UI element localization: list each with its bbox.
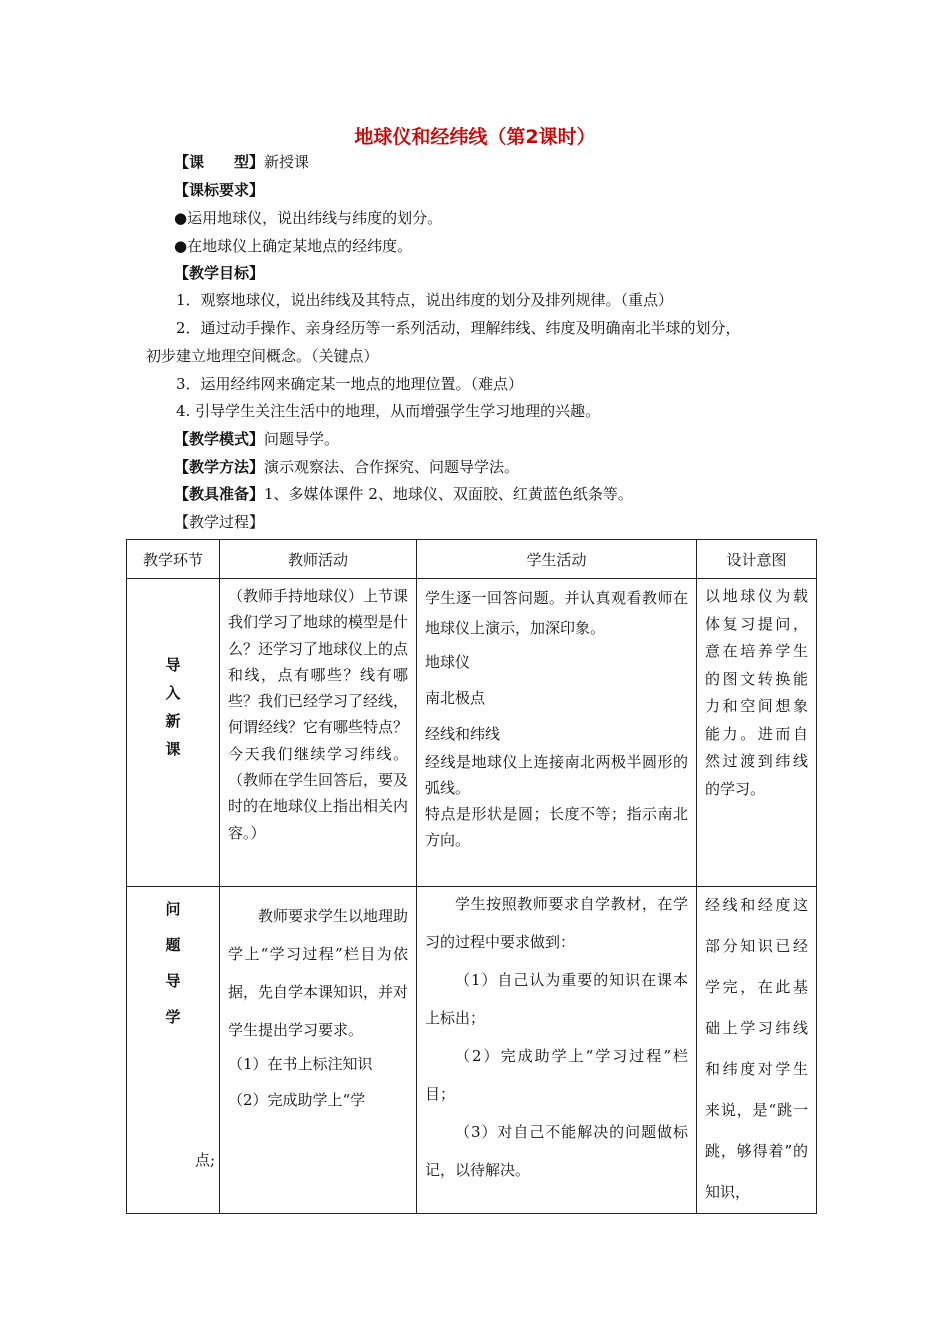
stage-char: 新 <box>165 712 181 730</box>
prep-line <box>174 484 633 504</box>
student-paragraph: 学生按照教师要求自学教材，在学习的过程中要求做到： <box>425 895 688 951</box>
student-paragraph: 地球仪 <box>425 653 471 671</box>
goal-item: 1．观察地球仪，说出纬线及其特点，说出纬度的划分及排列规律。（重点） <box>176 291 674 309</box>
stage-char: 题 <box>165 936 181 954</box>
student-text <box>417 887 696 1189</box>
prep-label: 【教具准备】 <box>174 485 265 503</box>
teacher-paragraph: （1）在书上标注知识 <box>228 1055 373 1073</box>
prep-value: 1、多媒体课件 2、地球仪、双面胶、红黄蓝色纸条等。 <box>264 485 633 503</box>
mode-label: 【教学模式】 <box>174 430 265 448</box>
method-value: 演示观察法、合作探究、问题导学法。 <box>264 458 520 476</box>
student-paragraph: 学生逐一回答问题。并认真观看教师在地球仪上演示，加深印象。 <box>425 589 688 637</box>
stage-cell <box>127 887 220 1214</box>
process-table <box>126 539 817 1214</box>
stage-char: 问 <box>165 900 181 918</box>
student-paragraph: （2）完成助学上“学习过程”栏目； <box>425 1047 688 1103</box>
teacher-text: （教师手持地球仪）上节课我们学习了地球的模型是什么？还学习了地球仪上的点和线，点有哪些？线有哪些？我们已经学习了经线，何谓经线？它有哪些特点？今天我们继续学习纬线。（教师在学生回答后，要及时的在地球仪上指出相关内容。） <box>228 587 409 842</box>
goal-item: 初步建立地理空间概念。（关键点） <box>146 347 379 365</box>
teacher-cell <box>220 579 417 887</box>
design-cell <box>697 887 817 1214</box>
stage-char: 导 <box>165 972 181 990</box>
goals-label: 【教学目标】 <box>174 264 265 282</box>
mode-value: 问题导学。 <box>264 430 340 448</box>
header-student: 学生活动 <box>417 540 697 579</box>
stage-char: 学 <box>165 1008 181 1026</box>
student-paragraph: （1）自己认为重要的知识在课本上标出； <box>425 971 688 1027</box>
header-design: 设计意图 <box>697 540 817 579</box>
table-row <box>127 579 817 887</box>
stage-char: 入 <box>165 684 181 702</box>
stage-char: 课 <box>165 740 181 758</box>
standard-item: ●在地球仪上确定某地点的经纬度。 <box>174 237 413 255</box>
stage-char: 导 <box>165 656 181 674</box>
method-label: 【教学方法】 <box>174 458 265 476</box>
type-label: 【课 型】 <box>174 153 265 171</box>
stage-cell <box>127 579 220 887</box>
design-cell <box>697 579 817 887</box>
stage-label <box>127 887 219 1035</box>
student-paragraph: 南北极点 <box>425 689 486 707</box>
teacher-paragraph: 教师要求学生以地理助学上“学习过程”栏目为依据，先自学本课知识，并对学生提出学习要求。 <box>228 907 409 1039</box>
type-line <box>174 152 309 172</box>
student-paragraph: 经线是地球仪上连接南北两极半圆形的弧线。 <box>425 753 688 797</box>
table-header-row <box>127 540 817 579</box>
teacher-paragraph: （2）完成助学上“学 <box>228 1091 366 1109</box>
design-text: 以地球仪为载体复习提问，意在培养学生的图文转换能力和空间想象能力。进而自然过渡到纬线的学习。 <box>705 587 808 798</box>
student-cell <box>417 887 697 1214</box>
student-cell <box>417 579 697 887</box>
standard-label: 【课标要求】 <box>174 181 265 199</box>
goal-item: 3．运用经纬网来确定某一地点的地理位置。（难点） <box>176 375 524 393</box>
header-stage: 教学环节 <box>127 540 220 579</box>
type-value: 新授课 <box>264 153 310 171</box>
teacher-cell <box>220 887 417 1214</box>
student-text <box>417 579 696 853</box>
student-paragraph: （3）对自己不能解决的问题做标记，以待解决。 <box>425 1123 688 1179</box>
design-text: 经线和经度这部分知识已经学完，在此基础上学习纬线和纬度对学生来说，是“跳一跳，够得着”的知识， <box>705 896 808 1201</box>
goal-item: 2．通过动手操作、亲身经历等一系列活动，理解纬线、纬度及明确南北半球的划分， <box>176 319 741 337</box>
standard-item: ●运用地球仪，说出纬线与纬度的划分。 <box>174 209 443 227</box>
teacher-text <box>220 887 416 1115</box>
header-teacher: 教师活动 <box>220 540 417 579</box>
page-title: 地球仪和经纬线（第2课时） <box>354 126 596 148</box>
stage-label <box>127 579 219 763</box>
table-row <box>127 887 817 1214</box>
student-paragraph: 特点是形状是圆；长度不等；指示南北方向。 <box>425 805 688 849</box>
student-paragraph: 经线和纬线 <box>425 725 501 743</box>
stage-tail: 点; <box>194 1151 215 1169</box>
mode-line <box>174 429 339 449</box>
process-label: 【教学过程】 <box>174 513 265 531</box>
method-line <box>174 457 519 477</box>
goal-item: 4. 引导学生关注生活中的地理，从而增强学生学习地理的兴趣。 <box>176 402 601 420</box>
